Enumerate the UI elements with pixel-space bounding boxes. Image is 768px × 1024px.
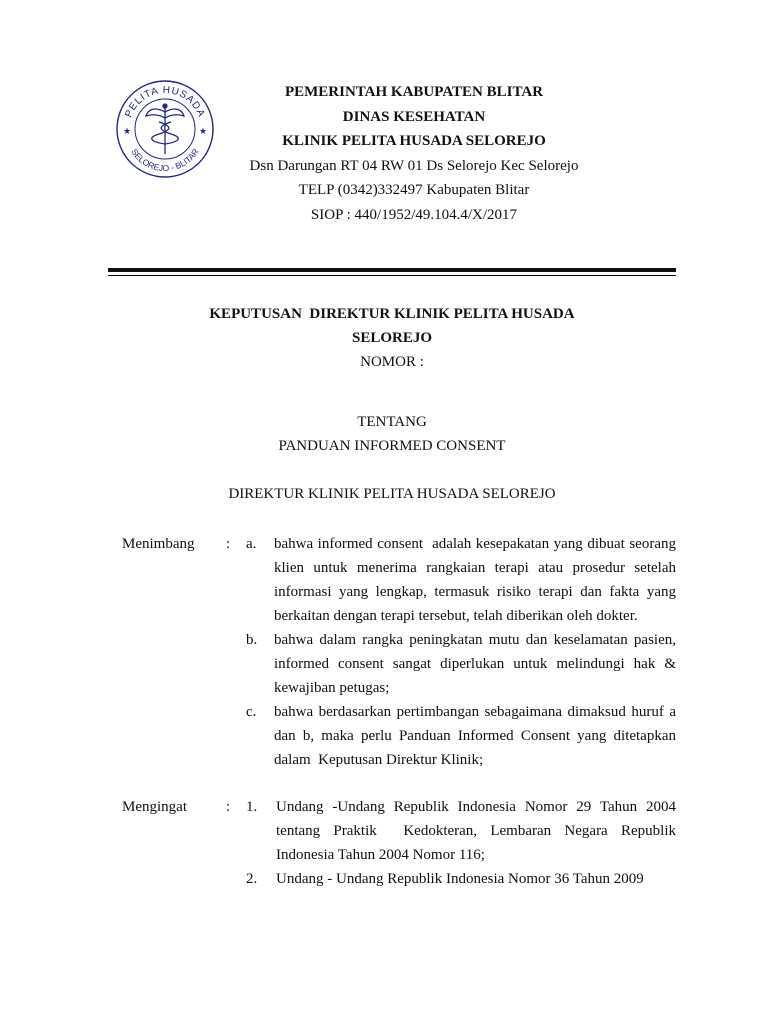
- recalling-section: [108, 795, 680, 891]
- recalling-label: Mengingat: [122, 799, 187, 815]
- decree-about-label: TENTANG: [357, 414, 427, 430]
- clinic-name: KLINIK PELITA HUSADA SELOREJO: [282, 133, 546, 150]
- considering-colon: :: [226, 536, 231, 552]
- considering-item: [246, 628, 676, 700]
- recalling-item: [246, 867, 676, 891]
- decree-number: NOMOR :: [360, 354, 424, 370]
- letterhead-divider-thin: [108, 275, 676, 276]
- recalling-item: [246, 795, 680, 867]
- item-text: Undang - Undang Republik Indonesia Nomor 36 Tahun 2009: [276, 871, 644, 887]
- logo-ring-bottom-text: SELOREJO - BLITAR: [129, 146, 201, 174]
- item-marker: 2.: [246, 871, 258, 887]
- letterhead-divider-thick: [108, 268, 676, 272]
- right-star-icon: ★: [199, 127, 208, 137]
- decree-subject: PANDUAN INFORMED CONSENT: [278, 438, 506, 454]
- decree-issuer: DIREKTUR KLINIK PELITA HUSADA SELOREJO: [228, 486, 556, 502]
- item-marker: 1.: [246, 799, 258, 815]
- item-text: Undang -Undang Republik Indonesia Nomor 29 Tahun 2004 tentang Praktik Kedokteran, Lembaran Negara Republik Indonesia Tahun 2004 Nomor 116;: [276, 799, 680, 863]
- logo-ring-top-text: PELITA HUSADA: [123, 84, 207, 120]
- considering-label: Menimbang: [122, 536, 195, 552]
- clinic-address: Dsn Darungan RT 04 RW 01 Ds Selorejo Kec Selorejo: [249, 157, 579, 174]
- decree-title: [108, 302, 676, 350]
- department-name: DINAS KESEHATAN: [342, 108, 486, 125]
- clinic-license: SIOP : 440/1952/49.104.4/X/2017: [310, 206, 518, 223]
- item-marker: c.: [246, 704, 257, 720]
- considering-section: [108, 532, 680, 772]
- clinic-phone: TELP (0342)332497 Kabupaten Blitar: [298, 182, 530, 199]
- considering-item: [246, 700, 680, 772]
- item-text: bahwa informed consent adalah kesepakatan yang dibuat seorang klien untuk menerima rangkaian terapi atau prosedur setelah informasi yang lengkap, termasuk risiko terapi dan fakta yang berkaitan dengan terapi tersebut, telah diberikan oleh dokter.: [274, 536, 680, 624]
- left-star-icon: ★: [123, 127, 132, 137]
- gov-name: PEMERINTAH KABUPATEN BLITAR: [284, 84, 544, 100]
- considering-item: [246, 532, 680, 628]
- item-marker: a.: [246, 536, 257, 552]
- decree-title-line2: SELOREJO: [351, 330, 433, 346]
- item-text: bahwa dalam rangka peningkatan mutu dan keselamatan pasien, informed consent sangat diperlukan untuk melindungi hak & kewajiban petugas;: [274, 632, 676, 696]
- decree-title-line1: KEPUTUSAN DIREKTUR KLINIK PELITA HUSADA: [209, 306, 575, 322]
- letterhead: [160, 80, 668, 228]
- item-marker: b.: [246, 632, 258, 648]
- recalling-colon: :: [226, 799, 231, 815]
- item-text: bahwa berdasarkan pertimbangan sebagaimana dimaksud huruf a dan b, maka perlu Panduan Informed Consent yang ditetapkan dalam Keputusan Direktur Klinik;: [274, 704, 680, 768]
